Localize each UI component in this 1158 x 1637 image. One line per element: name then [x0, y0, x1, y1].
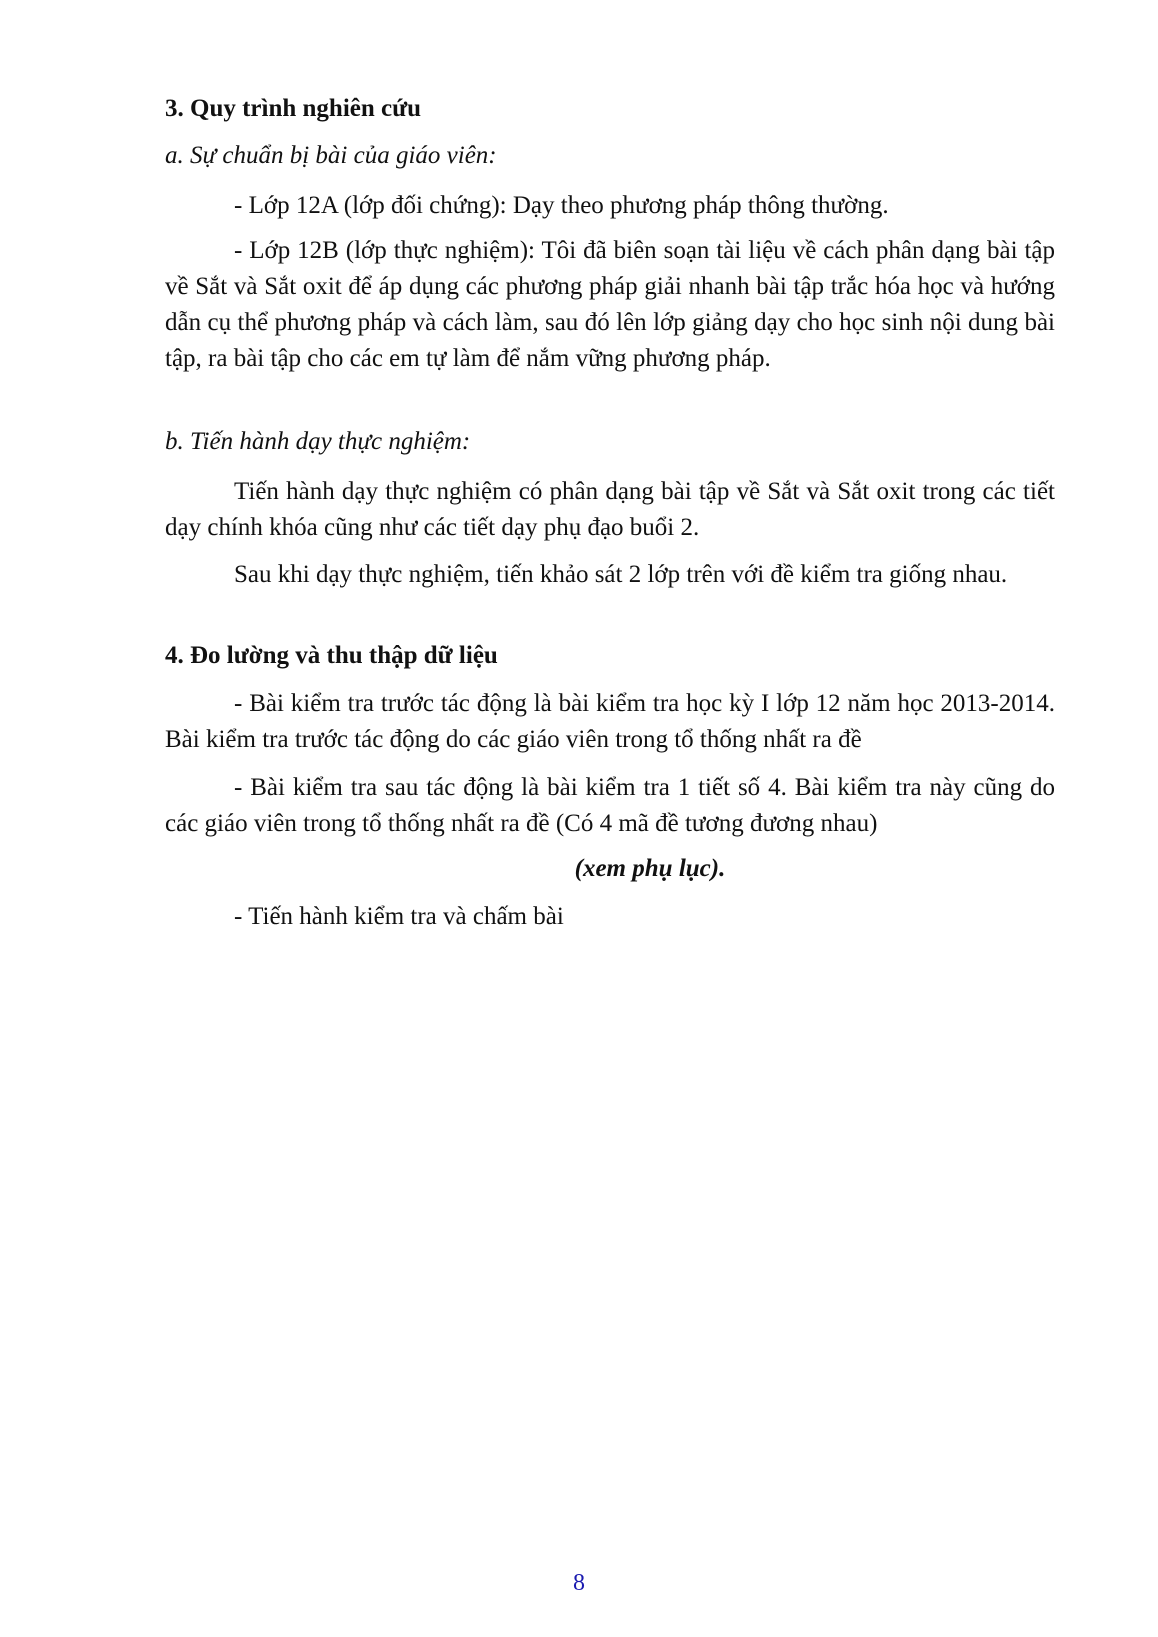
- subsection-a-heading: a. Sự chuẩn bị bài của giáo viên:: [165, 142, 497, 169]
- paragraph-class-12a: - Lớp 12A (lớp đối chứng): Dạy theo phương pháp thông thường.: [234, 192, 889, 219]
- section-4-heading: 4. Đo lường và thu thập dữ liệu: [165, 642, 498, 669]
- paragraph-survey: Sau khi dạy thực nghiệm, tiến khảo sát 2 lớp trên với đề kiểm tra giống nhau.: [234, 561, 1008, 588]
- paragraph-experiment: Tiến hành dạy thực nghiệm có phân dạng bài tập về Sắt và Sắt oxit trong các tiết dạy chính khóa cũng như các tiết dạy phụ đạo buổi 2.: [165, 478, 1055, 541]
- subsection-b-heading: b. Tiến hành dạy thực nghiệm:: [165, 428, 471, 455]
- section-3-heading: 3. Quy trình nghiên cứu: [165, 95, 422, 122]
- page-number: 8: [573, 1570, 585, 1596]
- paragraph-pre-test: - Bài kiểm tra trước tác động là bài kiểm tra học kỳ I lớp 12 năm học 2013-2014. Bài kiểm tra trước tác động do các giáo viên trong tổ thống nhất ra đề: [165, 690, 1055, 753]
- appendix-note: (xem phụ lục).: [574, 855, 726, 882]
- paragraph-post-test: - Bài kiểm tra sau tác động là bài kiểm tra 1 tiết số 4. Bài kiểm tra này cũng do các giáo viên trong tổ thống nhất ra đề (Có 4 mã đề tương đương nhau): [165, 774, 1055, 837]
- paragraph-grading: - Tiến hành kiểm tra và chấm bài: [234, 903, 564, 930]
- paragraph-class-12b: - Lớp 12B (lớp thực nghiệm): Tôi đã biên soạn tài liệu về cách phân dạng bài tập về Sắt và Sắt oxit để áp dụng các phương pháp giải nhanh bài tập trắc hóa học và hướng dẫn cụ thể phương pháp và cách làm, sau đó lên lớp giảng dạy cho học sinh nội dung bài tập, ra bài tập cho các em tự làm để nắm vững phương pháp.: [165, 237, 1055, 372]
